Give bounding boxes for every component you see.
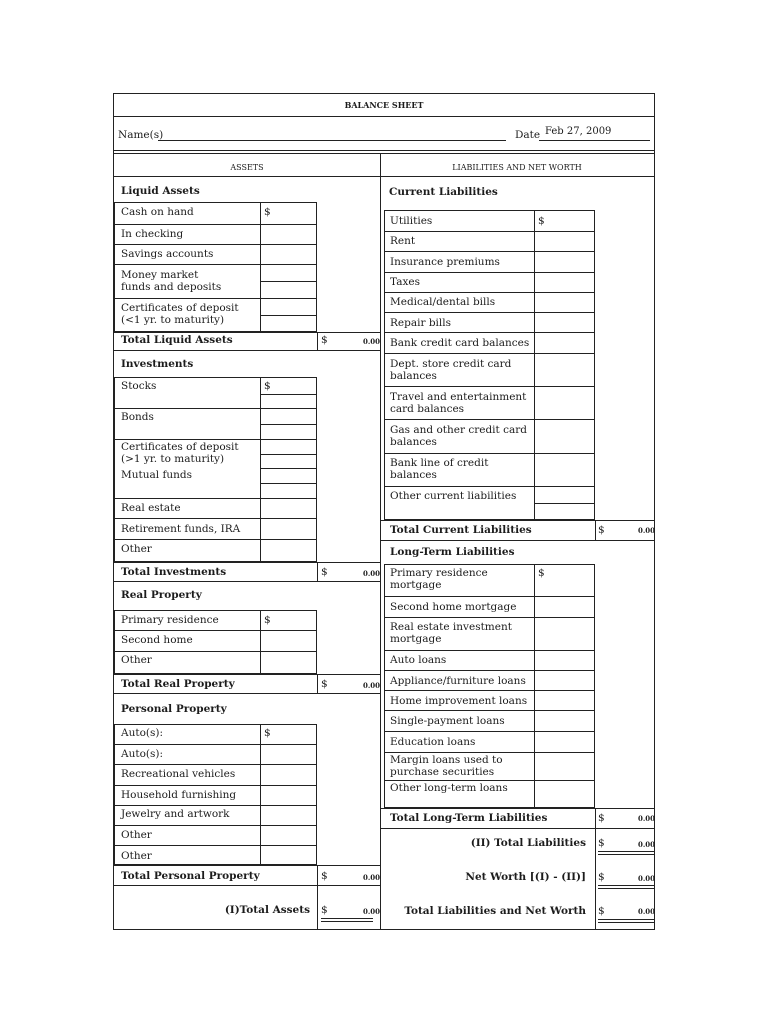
currency-symbol: $ xyxy=(264,206,271,218)
currency-symbol: $ xyxy=(598,871,605,883)
total-long-term-liabilities-label: Total Long-Term Liabilities xyxy=(390,812,548,824)
currency-symbol: $ xyxy=(321,566,328,578)
list-item: Bonds xyxy=(121,411,154,423)
total-real-property-label: Total Real Property xyxy=(121,678,235,690)
list-item: Primary residence mortgage xyxy=(390,567,488,591)
date-label: Date xyxy=(515,129,541,141)
list-item: Medical/dental bills xyxy=(390,296,496,308)
list-item: Stocks xyxy=(121,380,157,392)
total-real-property-value: 0.00 xyxy=(363,681,381,690)
column-divider xyxy=(380,153,381,930)
currency-symbol: $ xyxy=(321,678,328,690)
net-worth-value: 0.00 xyxy=(638,874,656,883)
liquid-assets-heading: Liquid Assets xyxy=(121,185,200,197)
currency-symbol: $ xyxy=(598,905,605,917)
list-item: Rent xyxy=(390,235,416,247)
total-liquid-assets-value: 0.00 xyxy=(363,337,381,346)
total-liabilities-net-worth-value: 0.00 xyxy=(638,907,656,916)
list-item: Other xyxy=(121,543,152,555)
list-item: Jewelry and artwork xyxy=(121,808,230,820)
total-liabilities-label: (II) Total Liabilities xyxy=(470,837,586,849)
list-item: Savings accounts xyxy=(121,248,214,260)
liabilities-heading: LIABILITIES AND NET WORTH xyxy=(452,163,582,172)
list-item: Bank credit card balances xyxy=(390,337,530,349)
list-item: Other long-term loans xyxy=(390,782,508,794)
list-item: Utilities xyxy=(390,215,433,227)
currency-symbol: $ xyxy=(598,524,605,536)
list-item: Single-payment loans xyxy=(390,715,505,727)
divider xyxy=(114,176,654,177)
balance-sheet-form xyxy=(113,93,655,930)
list-item: Household furnishing xyxy=(121,789,237,801)
list-item: Auto(s): xyxy=(121,748,164,760)
currency-symbol: $ xyxy=(264,614,271,626)
page-title: BALANCE SHEET xyxy=(344,100,424,110)
assets-heading: ASSETS xyxy=(230,163,264,172)
divider xyxy=(114,116,654,117)
list-item: In checking xyxy=(121,228,184,240)
real-property-heading: Real Property xyxy=(121,589,202,601)
list-item: Recreational vehicles xyxy=(121,768,236,780)
currency-symbol: $ xyxy=(264,727,271,739)
list-item: Other xyxy=(121,850,152,862)
total-liabilities-net-worth-label: Total Liabilities and Net Worth xyxy=(404,905,586,917)
net-worth-label: Net Worth [(I) - (II)] xyxy=(465,871,586,883)
list-item: Dept. store credit card balances xyxy=(390,358,512,382)
list-item: Auto loans xyxy=(390,654,447,666)
list-item: Auto(s): xyxy=(121,727,164,739)
total-personal-property-value: 0.00 xyxy=(363,873,381,882)
current-liabilities-heading: Current Liabilities xyxy=(389,186,498,198)
list-item: Home improvement loans xyxy=(390,695,528,707)
currency-symbol: $ xyxy=(538,215,545,227)
list-item: Certificates of deposit (<1 yr. to maturity) xyxy=(121,302,239,326)
list-item: Second home mortgage xyxy=(390,601,517,613)
total-current-liabilities-value: 0.00 xyxy=(638,526,656,535)
list-item: Cash on hand xyxy=(121,206,194,218)
list-item: Primary residence xyxy=(121,614,219,626)
list-item: Taxes xyxy=(390,276,420,288)
list-item: Real estate investment mortgage xyxy=(390,621,512,645)
date-value: Feb 27, 2009 xyxy=(545,126,612,137)
list-item: Money market funds and deposits xyxy=(121,269,222,293)
total-liabilities-value: 0.00 xyxy=(638,840,656,849)
total-current-liabilities-label: Total Current Liabilities xyxy=(390,524,532,536)
currency-symbol: $ xyxy=(321,870,328,882)
list-item: Margin loans used to purchase securities xyxy=(390,754,503,778)
currency-symbol: $ xyxy=(538,567,545,579)
currency-symbol: $ xyxy=(598,812,605,824)
list-item: Certificates of deposit (>1 yr. to maturity) xyxy=(121,441,239,465)
list-item: Repair bills xyxy=(390,317,452,329)
list-item: Other xyxy=(121,654,152,666)
list-item: Second home xyxy=(121,634,193,646)
name-label: Name(s) xyxy=(118,129,164,141)
total-liquid-assets-label: Total Liquid Assets xyxy=(121,334,233,346)
divider xyxy=(114,153,654,154)
investments-heading: Investments xyxy=(121,358,194,370)
list-item: Other xyxy=(121,829,152,841)
total-personal-property-label: Total Personal Property xyxy=(121,870,260,882)
total-assets-value: 0.00 xyxy=(363,907,381,916)
list-item: Appliance/furniture loans xyxy=(390,675,526,687)
total-long-term-liabilities-value: 0.00 xyxy=(638,814,656,823)
date-field[interactable] xyxy=(539,140,650,141)
list-item: Retirement funds, IRA xyxy=(121,523,241,535)
total-investments-label: Total Investments xyxy=(121,566,227,578)
total-investments-value: 0.00 xyxy=(363,569,381,578)
list-item: Education loans xyxy=(390,736,476,748)
currency-symbol: $ xyxy=(321,334,328,346)
name-field[interactable] xyxy=(158,140,506,141)
list-item: Other current liabilities xyxy=(390,490,517,502)
long-term-liabilities-heading: Long-Term Liabilities xyxy=(390,546,515,558)
currency-symbol: $ xyxy=(321,904,328,916)
list-item: Insurance premiums xyxy=(390,256,500,268)
currency-symbol: $ xyxy=(598,837,605,849)
currency-symbol: $ xyxy=(264,380,271,392)
list-item: Gas and other credit card balances xyxy=(390,424,527,448)
list-item: Mutual funds xyxy=(121,469,192,481)
list-item: Bank line of credit balances xyxy=(390,457,489,481)
divider xyxy=(114,150,654,151)
personal-property-heading: Personal Property xyxy=(121,703,227,715)
total-assets-label: (I)Total Assets xyxy=(224,904,310,916)
list-item: Real estate xyxy=(121,502,181,514)
list-item: Travel and entertainment card balances xyxy=(390,391,527,415)
